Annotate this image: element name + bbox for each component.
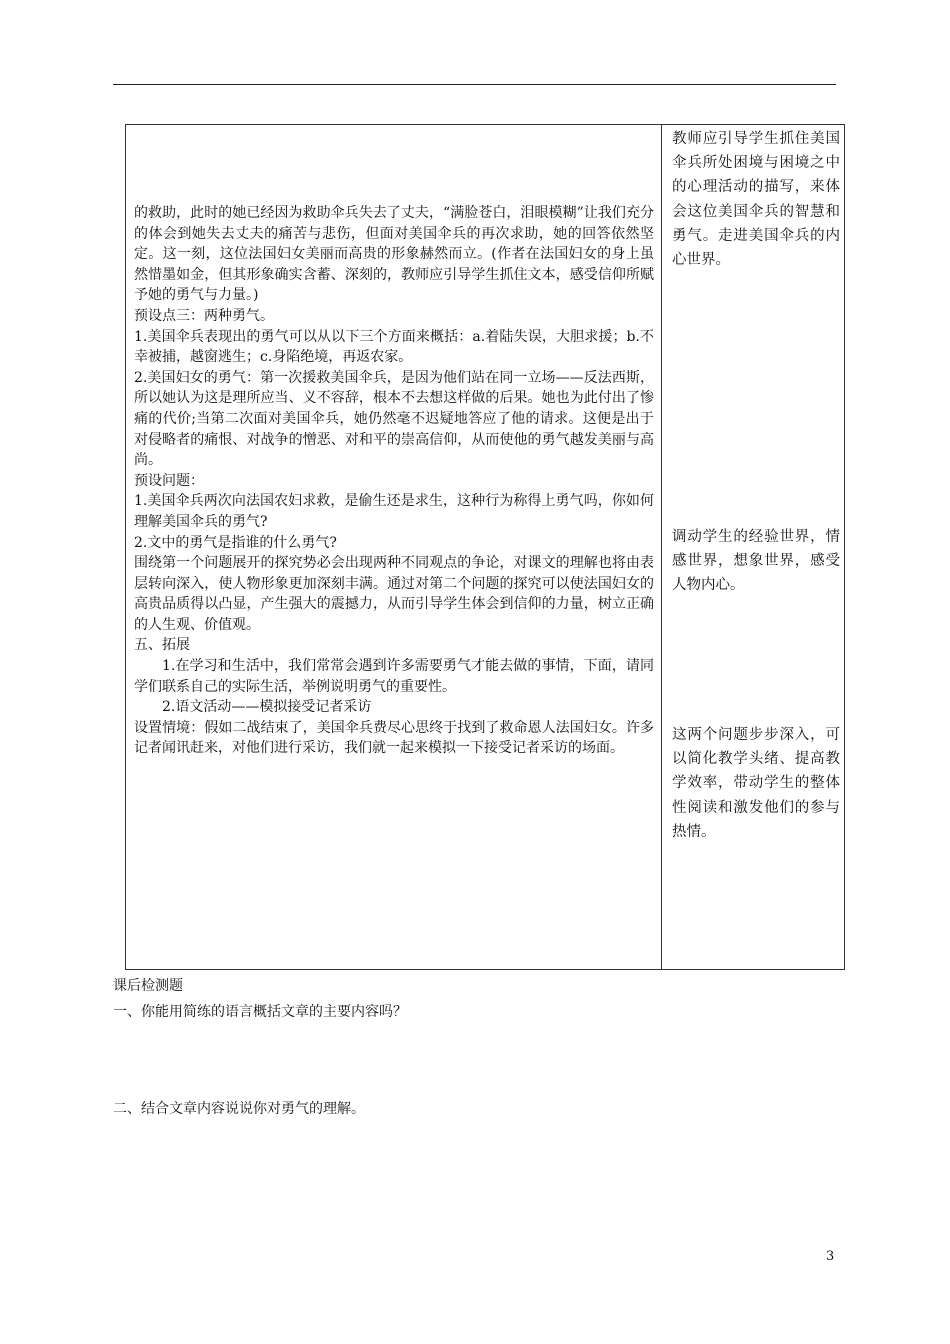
paragraph-preset-point-3: 预设点三：两种勇气。	[134, 307, 274, 324]
after-class-title: 课后检测题	[113, 978, 183, 994]
paragraph-woman-courage: 2.美国妇女的勇气：第一次援救美国伞兵，是因为他们站在同一立场——反法西斯，所以她认为这是理所应当、义不容辞，根本不去想这样做的后果。她也为此付出了惨痛的代价;当第二次面对美国伞兵，她仍然毫不迟疑地答应了他的请求。这便是出于对侵略者的痛恨、对战争的憎恶、对和平的崇高信仰，从而使他的勇气越发美丽与高尚。	[134, 369, 654, 469]
lesson-table	[125, 124, 845, 970]
side-note-2: 调动学生的经验世界，情感世界，想象世界，感受人物内心。	[672, 529, 840, 594]
column-divider	[661, 125, 662, 969]
paragraph-question-1: 1.美国伞兵两次向法国农妇求救，是偷生还是求生，这种行为称得上勇气吗，你如何理解美国伞兵的勇气?	[134, 493, 654, 530]
paragraph-question-2: 2.文中的勇气是指谁的什么勇气?	[134, 534, 337, 551]
side-note-3: 这两个问题步步深入，可以简化教学头绪、提高教学效率，带动学生的整体性阅读和激发他们的参与热情。	[672, 727, 840, 840]
after-class-question-2: 二、结合文章内容说说你对勇气的理解。	[113, 1101, 365, 1117]
after-class-question-1: 一、你能用简练的语言概括文章的主要内容吗？	[113, 1004, 407, 1020]
paragraph-scenario: 设置情境：假如二战结束了，美国伞兵费尽心思终于找到了救命恩人法国妇女。许多记者闻讯赶来，对他们进行采访，我们就一起来模拟一下接受记者采访的场面。	[134, 719, 654, 757]
paragraph-extension-2: 2.语文活动——模拟接受记者采访	[162, 699, 372, 716]
paragraph-soldier-courage: 1.美国伞兵表现出的勇气可以从以下三个方面来概括：a.着陆失误，大胆求援；b.不幸被捕，越窗逃生；c.身陷绝境，再返农家。	[134, 328, 654, 366]
header-rule	[113, 84, 836, 85]
paragraph-discussion: 围绕第一个问题展开的探究势必会出现两种不同观点的争论，对课文的理解也将由表层转向深入，使人物形象更加深刻丰满。通过对第二个问题的探究可以使法国妇女的高贵品质得以凸显，产生强大的震撼力，从而引导学生体会到信仰的力量，树立正确的人生观、价值观。	[134, 555, 654, 633]
page-number: 3	[826, 1249, 835, 1264]
paragraph-rescue: 的救助，此时的她已经因为救助伞兵失去了丈夫，“满脸苍白，泪眼模糊”让我们充分的体会到她失去丈夫的痛苦与悲伤，但面对美国伞兵的再次求助，她的回答依然坚定。这一刻，这位法国妇女美丽而高贵的形象赫然而立。(作者在法国妇女的身上虽然惜墨如金，但其形象确实含蓄、深刻的，教师应引导学生抓住文本，感受信仰所赋予她的勇气与力量。)	[134, 205, 654, 304]
main-content-cell	[134, 203, 654, 759]
paragraph-extension-1: 1.在学习和生活中，我们常常会遇到许多需要勇气才能去做的事情，下面，请同学们联系自己的实际生活，举例说明勇气的重要性。	[134, 658, 654, 695]
side-note-1: 教师应引导学生抓住美国伞兵所处困境与困境之中的心理活动的描写，来体会这位美国伞兵的智慧和勇气。走进美国伞兵的内心世界。	[672, 131, 840, 269]
section-heading-extension: 五、拓展	[134, 637, 190, 654]
paragraph-preset-questions: 预设问题：	[134, 472, 204, 489]
